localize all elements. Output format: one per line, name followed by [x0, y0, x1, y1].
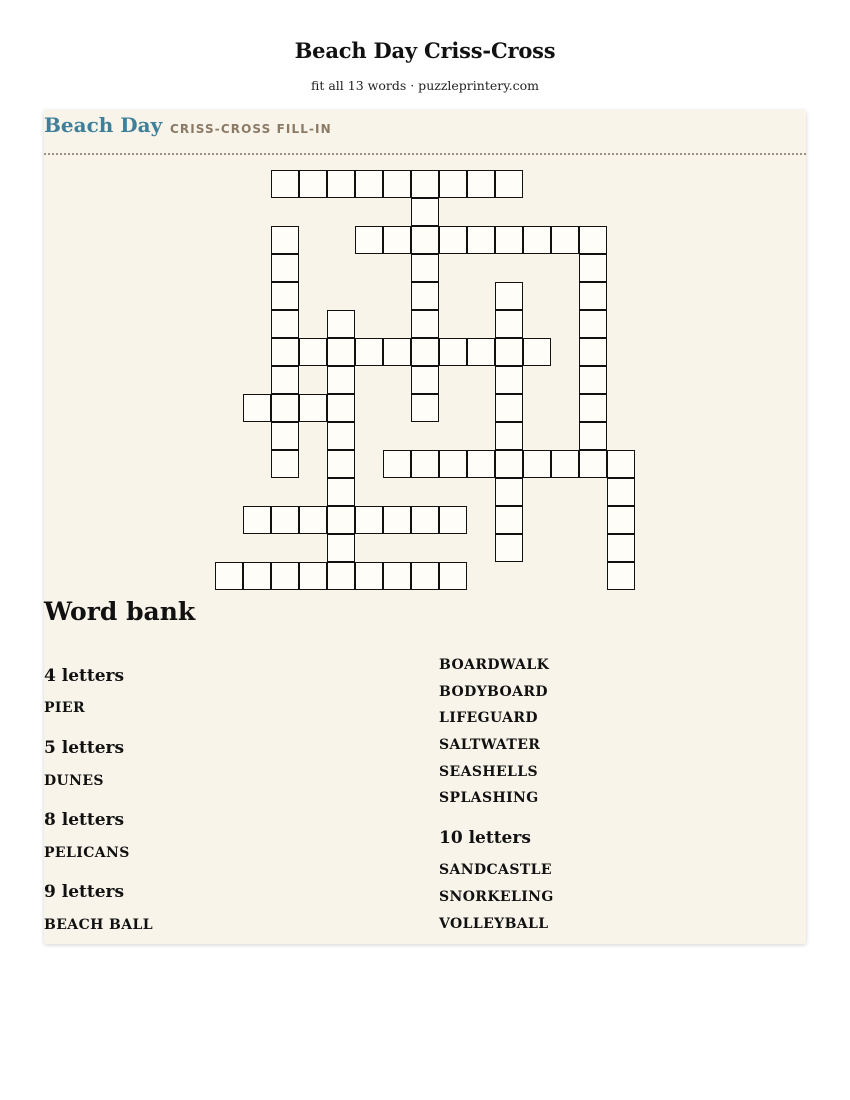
grid-cell[interactable]: [215, 562, 243, 590]
grid-cell[interactable]: [243, 394, 271, 422]
grid-cell[interactable]: [579, 282, 607, 310]
grid-cell[interactable]: [495, 534, 523, 562]
group-title-9-letters: 9 letters: [44, 882, 125, 902]
grid-cell[interactable]: [327, 394, 355, 422]
grid-cell[interactable]: [271, 282, 299, 310]
grid-cell[interactable]: [495, 478, 523, 506]
grid-cell[interactable]: [579, 366, 607, 394]
grid-cell[interactable]: [299, 338, 327, 366]
word-bank-item: VOLLEYBALL: [439, 916, 549, 932]
grid-cell[interactable]: [495, 338, 523, 366]
word-bank-item: PIER: [44, 700, 85, 716]
grid-cell[interactable]: [439, 170, 467, 198]
group-title-8-letters: 8 letters: [44, 810, 125, 830]
word-bank-item: SANDCASTLE: [439, 862, 552, 878]
grid-cell[interactable]: [299, 562, 327, 590]
grid-cell[interactable]: [383, 170, 411, 198]
grid-cell[interactable]: [355, 226, 383, 254]
grid-cell[interactable]: [383, 562, 411, 590]
grid-cell[interactable]: [355, 562, 383, 590]
grid-cell[interactable]: [439, 506, 467, 534]
grid-cell[interactable]: [243, 506, 271, 534]
grid-cell[interactable]: [355, 338, 383, 366]
grid-cell[interactable]: [551, 450, 579, 478]
word-bank-item: PELICANS: [44, 845, 130, 861]
puzzle-card: [44, 110, 806, 944]
grid-cell[interactable]: [411, 366, 439, 394]
grid-cell[interactable]: [327, 422, 355, 450]
crossword-grid: [44, 110, 806, 610]
grid-cell[interactable]: [579, 450, 607, 478]
grid-cell[interactable]: [523, 226, 551, 254]
word-bank-item: SALTWATER: [439, 737, 541, 753]
word-bank-item: LIFEGUARD: [439, 710, 538, 726]
group-title-4-letters: 4 letters: [44, 666, 125, 686]
group-title-5-letters: 5 letters: [44, 738, 125, 758]
grid-cell[interactable]: [271, 562, 299, 590]
grid-cell[interactable]: [411, 170, 439, 198]
grid-cell[interactable]: [607, 450, 635, 478]
grid-cell[interactable]: [383, 450, 411, 478]
grid-cell[interactable]: [467, 450, 495, 478]
word-bank-item: BOARDWALK: [439, 657, 550, 673]
grid-cell[interactable]: [495, 282, 523, 310]
grid-cell[interactable]: [579, 226, 607, 254]
grid-cell[interactable]: [579, 310, 607, 338]
grid-cell[interactable]: [495, 506, 523, 534]
grid-cell[interactable]: [411, 450, 439, 478]
grid-cell[interactable]: [299, 170, 327, 198]
grid-cell[interactable]: [355, 170, 383, 198]
grid-cell[interactable]: [411, 562, 439, 590]
grid-cell[interactable]: [579, 254, 607, 282]
grid-cell[interactable]: [439, 226, 467, 254]
grid-cell[interactable]: [299, 394, 327, 422]
grid-cell[interactable]: [327, 506, 355, 534]
grid-cell[interactable]: [495, 394, 523, 422]
word-bank-item: DUNES: [44, 773, 104, 789]
grid-cell[interactable]: [271, 450, 299, 478]
grid-cell[interactable]: [607, 534, 635, 562]
word-bank-item: SEASHELLS: [439, 764, 539, 780]
word-bank-heading: Word bank: [44, 597, 196, 626]
grid-cell[interactable]: [327, 310, 355, 338]
grid-cell[interactable]: [411, 226, 439, 254]
grid-cell[interactable]: [551, 226, 579, 254]
grid-cell[interactable]: [271, 338, 299, 366]
group-title-10-letters: 10 letters: [439, 828, 531, 848]
grid-cell[interactable]: [467, 338, 495, 366]
grid-cell[interactable]: [607, 562, 635, 590]
grid-cell[interactable]: [299, 506, 327, 534]
grid-cell[interactable]: [271, 394, 299, 422]
grid-cell[interactable]: [271, 170, 299, 198]
word-bank-item: SPLASHING: [439, 790, 539, 806]
grid-cell[interactable]: [579, 422, 607, 450]
grid-cell[interactable]: [495, 170, 523, 198]
word-bank-item: BODYBOARD: [439, 684, 548, 700]
grid-cell[interactable]: [411, 198, 439, 226]
grid-cell[interactable]: [495, 450, 523, 478]
card-tag: CRISS-CROSS FILL-IN: [170, 122, 332, 136]
grid-cell[interactable]: [495, 366, 523, 394]
grid-cell[interactable]: [579, 338, 607, 366]
grid-cell[interactable]: [411, 338, 439, 366]
grid-cell[interactable]: [271, 226, 299, 254]
grid-cell[interactable]: [383, 506, 411, 534]
grid-cell[interactable]: [243, 562, 271, 590]
grid-cell[interactable]: [439, 450, 467, 478]
grid-cell[interactable]: [607, 478, 635, 506]
grid-cell[interactable]: [467, 170, 495, 198]
grid-cell[interactable]: [411, 506, 439, 534]
grid-cell[interactable]: [327, 534, 355, 562]
grid-cell[interactable]: [327, 450, 355, 478]
grid-cell[interactable]: [439, 562, 467, 590]
grid-cell[interactable]: [467, 226, 495, 254]
grid-cell[interactable]: [271, 310, 299, 338]
grid-cell[interactable]: [271, 254, 299, 282]
grid-cell[interactable]: [327, 562, 355, 590]
grid-cell[interactable]: [327, 366, 355, 394]
grid-cell[interactable]: [411, 394, 439, 422]
word-bank-item: SNORKELING: [439, 889, 554, 905]
word-bank-item: BEACH BALL: [44, 917, 153, 933]
grid-cell[interactable]: [607, 506, 635, 534]
grid-cell[interactable]: [579, 394, 607, 422]
grid-cell[interactable]: [327, 338, 355, 366]
grid-cell[interactable]: [271, 422, 299, 450]
grid-cell[interactable]: [383, 338, 411, 366]
grid-cell[interactable]: [523, 450, 551, 478]
grid-cell[interactable]: [495, 310, 523, 338]
grid-cell[interactable]: [523, 338, 551, 366]
grid-cell[interactable]: [439, 338, 467, 366]
grid-cell[interactable]: [271, 506, 299, 534]
grid-cell[interactable]: [411, 254, 439, 282]
grid-cell[interactable]: [327, 170, 355, 198]
grid-cell[interactable]: [327, 478, 355, 506]
page-subtitle: fit all 13 words · puzzleprintery.com: [311, 78, 539, 93]
grid-cell[interactable]: [271, 366, 299, 394]
grid-cell[interactable]: [411, 310, 439, 338]
grid-cell[interactable]: [495, 422, 523, 450]
grid-cell[interactable]: [495, 226, 523, 254]
grid-cell[interactable]: [355, 506, 383, 534]
card-title: Beach Day: [44, 113, 163, 137]
grid-cell[interactable]: [383, 226, 411, 254]
grid-cell[interactable]: [411, 282, 439, 310]
page-title: Beach Day Criss-Cross: [294, 38, 556, 63]
